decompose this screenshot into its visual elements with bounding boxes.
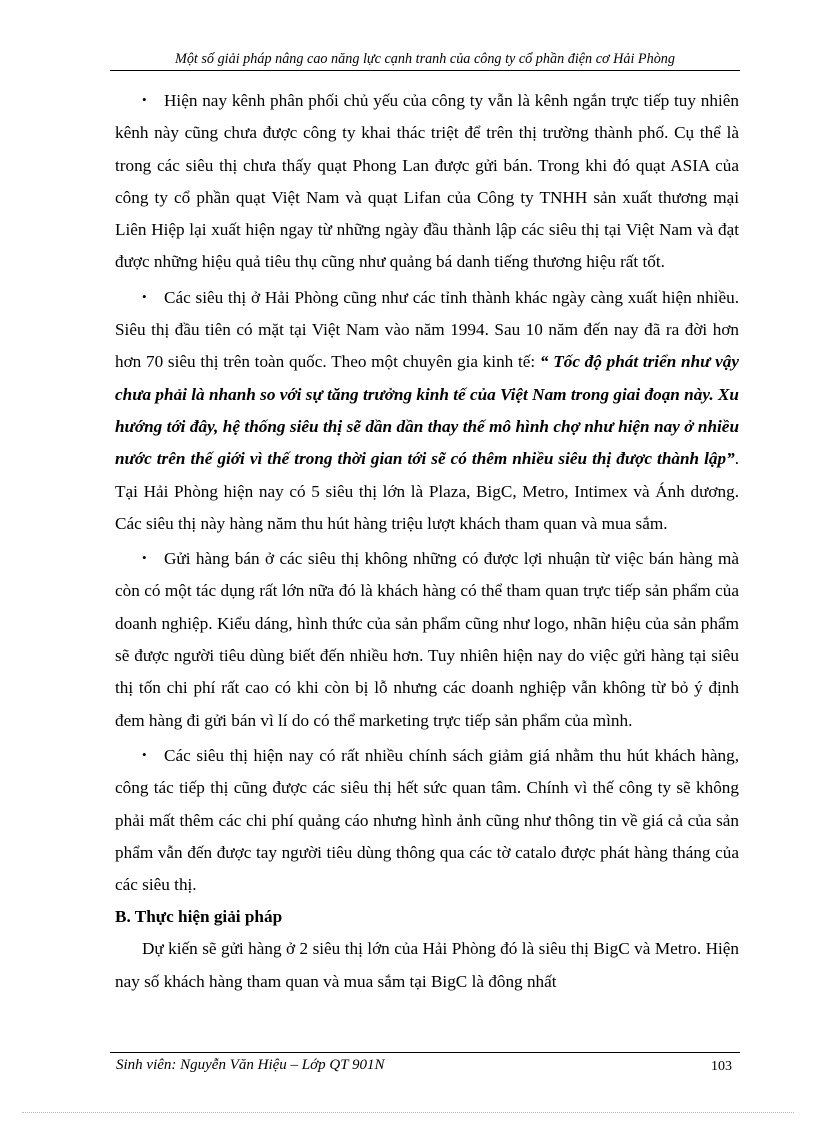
bullet-icon: • [142, 550, 147, 566]
footer-student: Sinh viên: Nguyễn Văn Hiệu – Lớp QT 901N [116, 1057, 385, 1073]
paragraph-text: Dự kiến sẽ gửi hàng ở 2 siêu thị lớn của Hải Phòng đó là siêu thị BigC và Metro. Hiện nay số khách hàng tham quan và mua sắm tại BigC là đông nhất [115, 939, 739, 991]
page-number: 103 [711, 1059, 732, 1074]
section-b-paragraph [115, 933, 739, 998]
paragraph-text: Các siêu thị ở Hải Phòng cũng như các tỉnh thành khác ngày càng xuất hiện nhiều. Siêu thị đầu tiên có mặt tại Việt Nam vào năm 1994. Sau 10 năm đến nay đã ra đời hơn hơn 70 siêu thị trên toàn quốc. Theo một chuyên gia kinh tế: [115, 287, 739, 372]
bullet-icon: • [142, 746, 147, 762]
page-bottom-divider [22, 1112, 794, 1113]
bullet-icon: • [142, 92, 147, 107]
bullet-icon: • [142, 288, 147, 304]
section-b-title: B. Thực hiện giải pháp [115, 907, 283, 927]
paragraph-text: Các siêu thị hiện nay có rất nhiều chính sách giảm giá nhằm thu hút khách hàng, công tác tiếp thị cũng được các siêu thị hết sức quan tâm. Chính vì thế công ty sẽ không phải mất thêm các chi phí quảng cáo nhưng hình ảnh cũng như thông tin về giá cả của sản phẩm vẫn đến được tay người tiêu dùng thông qua các tờ catalo được phát hàng tháng của các siêu thị. [115, 745, 739, 895]
paragraph-text: Gửi hàng bán ở các siêu thị không những có được lợi nhuận từ việc bán hàng mà còn có một tác dụng rất lớn nữa đó là khách hàng có thể tham quan trực tiếp sản phẩm của doanh nghiệp. Kiểu dáng, hình thức của sản phẩm cũng như logo, nhãn hiệu của sản phẩm sẽ được người tiêu dùng biết đến nhiều hơn. Tuy nhiên hiện nay do việc gửi hàng tại siêu thị tốn chi phí rất cao có khi còn bị lỗ nhưng các doanh nghiệp vẫn không từ bỏ ý định đem hàng đi gửi bán vì lí do có thể marketing trực tiếp sản phẩm của mình. [115, 549, 739, 730]
paragraph-text: . Tại Hải Phòng hiện nay có 5 siêu thị lớn là Plaza, BigC, Metro, Intimex và Ánh dương. Các siêu thị này hàng năm thu hút hàng triệu lượt khách tham quan và mua sắm. [115, 449, 739, 533]
page-body [115, 84, 739, 998]
expert-quote: “ Tốc độ phát triển như vậy chưa phải là nhanh so với sự tăng trưởng kinh tế của Việt Nam trong giai đoạn này. Xu hướng tới đây, hệ thống siêu thị sẽ dần dần thay thế mô hình chợ như hiện nay ở nhiều nước trên thế giới vì thế trong thời gian tới sẽ có thêm nhiều siêu thị được thành lập” [115, 352, 739, 469]
paragraph-1 [115, 84, 739, 279]
paragraph-3 [115, 542, 739, 737]
paragraph-text: Hiện nay kênh phân phối chủ yếu của công ty vẫn là kênh ngắn trực tiếp tuy nhiên kênh này cũng chưa được công ty khai thác triệt để trên thị trường thành phố. Cụ thể là trong các siêu thị chưa thấy quạt Phong Lan được gửi bán. Trong khi đó quạt ASIA của công ty cổ phần quạt Việt Nam và quạt Lifan của Công ty TNHH sản xuất thương mại Liên Hiệp lại xuất hiện ngay từ những ngày đầu thành lập các siêu thị tại Việt Nam và đạt được những hiệu quả tiêu thụ cũng như quảng bá danh tiếng thương hiệu rất tốt. [115, 91, 739, 272]
paragraph-2 [115, 281, 739, 540]
page-footer [110, 1052, 740, 1081]
paragraph-4 [115, 739, 739, 901]
header-title: Một số giải pháp nâng cao năng lực cạnh tranh của công ty cổ phần điện cơ Hải Phòng [175, 51, 675, 67]
page-header [110, 48, 740, 71]
